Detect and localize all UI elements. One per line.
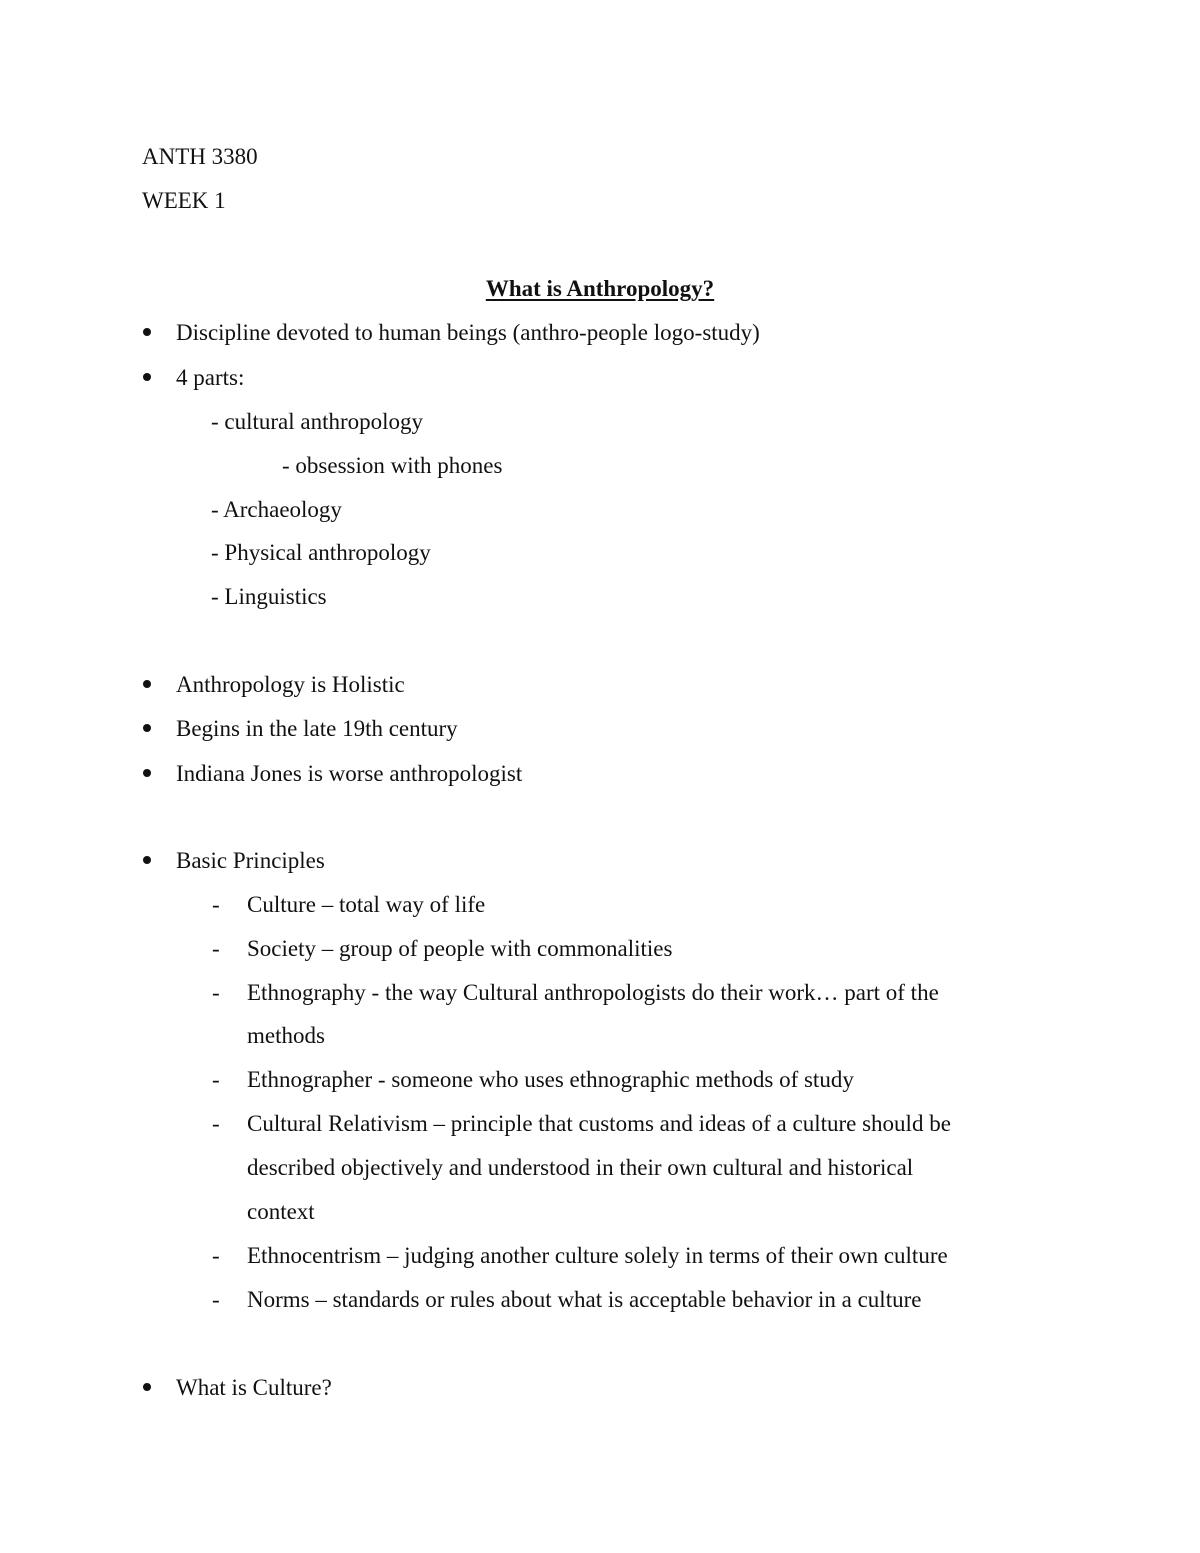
principle-item-continuation: methods	[247, 1023, 325, 1048]
course-code: ANTH 3380	[142, 144, 258, 169]
dash-marker: -	[212, 1111, 220, 1136]
bullet-icon	[143, 769, 151, 777]
sub-sub-item: - obsession with phones	[282, 453, 503, 478]
sub-item: - Physical anthropology	[211, 540, 431, 565]
bullet-icon	[143, 856, 151, 864]
list-item: Anthropology is Holistic	[176, 672, 405, 697]
bullet-icon	[143, 373, 151, 381]
list-item: Begins in the late 19th century	[176, 716, 458, 741]
principles-heading: Basic Principles	[176, 848, 325, 873]
principle-item: Ethnography - the way Cultural anthropologists do their work… part of the	[247, 980, 939, 1005]
dash-marker: -	[212, 936, 220, 961]
page-title: What is Anthropology?	[485, 276, 715, 301]
bullet-icon	[143, 1383, 151, 1391]
principle-item: Cultural Relativism – principle that customs and ideas of a culture should be	[247, 1111, 951, 1136]
principle-item-continuation: described objectively and understood in their own cultural and historical	[247, 1155, 914, 1180]
dash-marker: -	[212, 1067, 220, 1092]
bullet-icon	[143, 724, 151, 732]
sub-item: - Linguistics	[211, 584, 327, 609]
week-label: WEEK 1	[142, 188, 226, 213]
principle-item: Norms – standards or rules about what is acceptable behavior in a culture	[247, 1287, 922, 1312]
dash-marker: -	[212, 892, 220, 917]
dash-marker: -	[212, 980, 220, 1005]
dash-marker: -	[212, 1287, 220, 1312]
bullet-icon	[143, 680, 151, 688]
sub-item: - cultural anthropology	[211, 409, 424, 434]
dash-marker: -	[212, 1243, 220, 1268]
principle-item: Culture – total way of life	[247, 892, 486, 917]
principle-item: Ethnocentrism – judging another culture solely in terms of their own culture	[247, 1243, 948, 1268]
list-item: Discipline devoted to human beings (anthro-people logo-study)	[176, 320, 760, 345]
list-item: 4 parts:	[176, 365, 245, 390]
bullet-icon	[143, 328, 151, 336]
principle-item-continuation: context	[247, 1199, 315, 1224]
sub-item: - Archaeology	[211, 497, 342, 522]
list-item: What is Culture?	[176, 1375, 332, 1400]
principle-item: Society – group of people with commonalities	[247, 936, 673, 961]
list-item: Indiana Jones is worse anthropologist	[176, 761, 523, 786]
principle-item: Ethnographer - someone who uses ethnographic methods of study	[247, 1067, 854, 1092]
